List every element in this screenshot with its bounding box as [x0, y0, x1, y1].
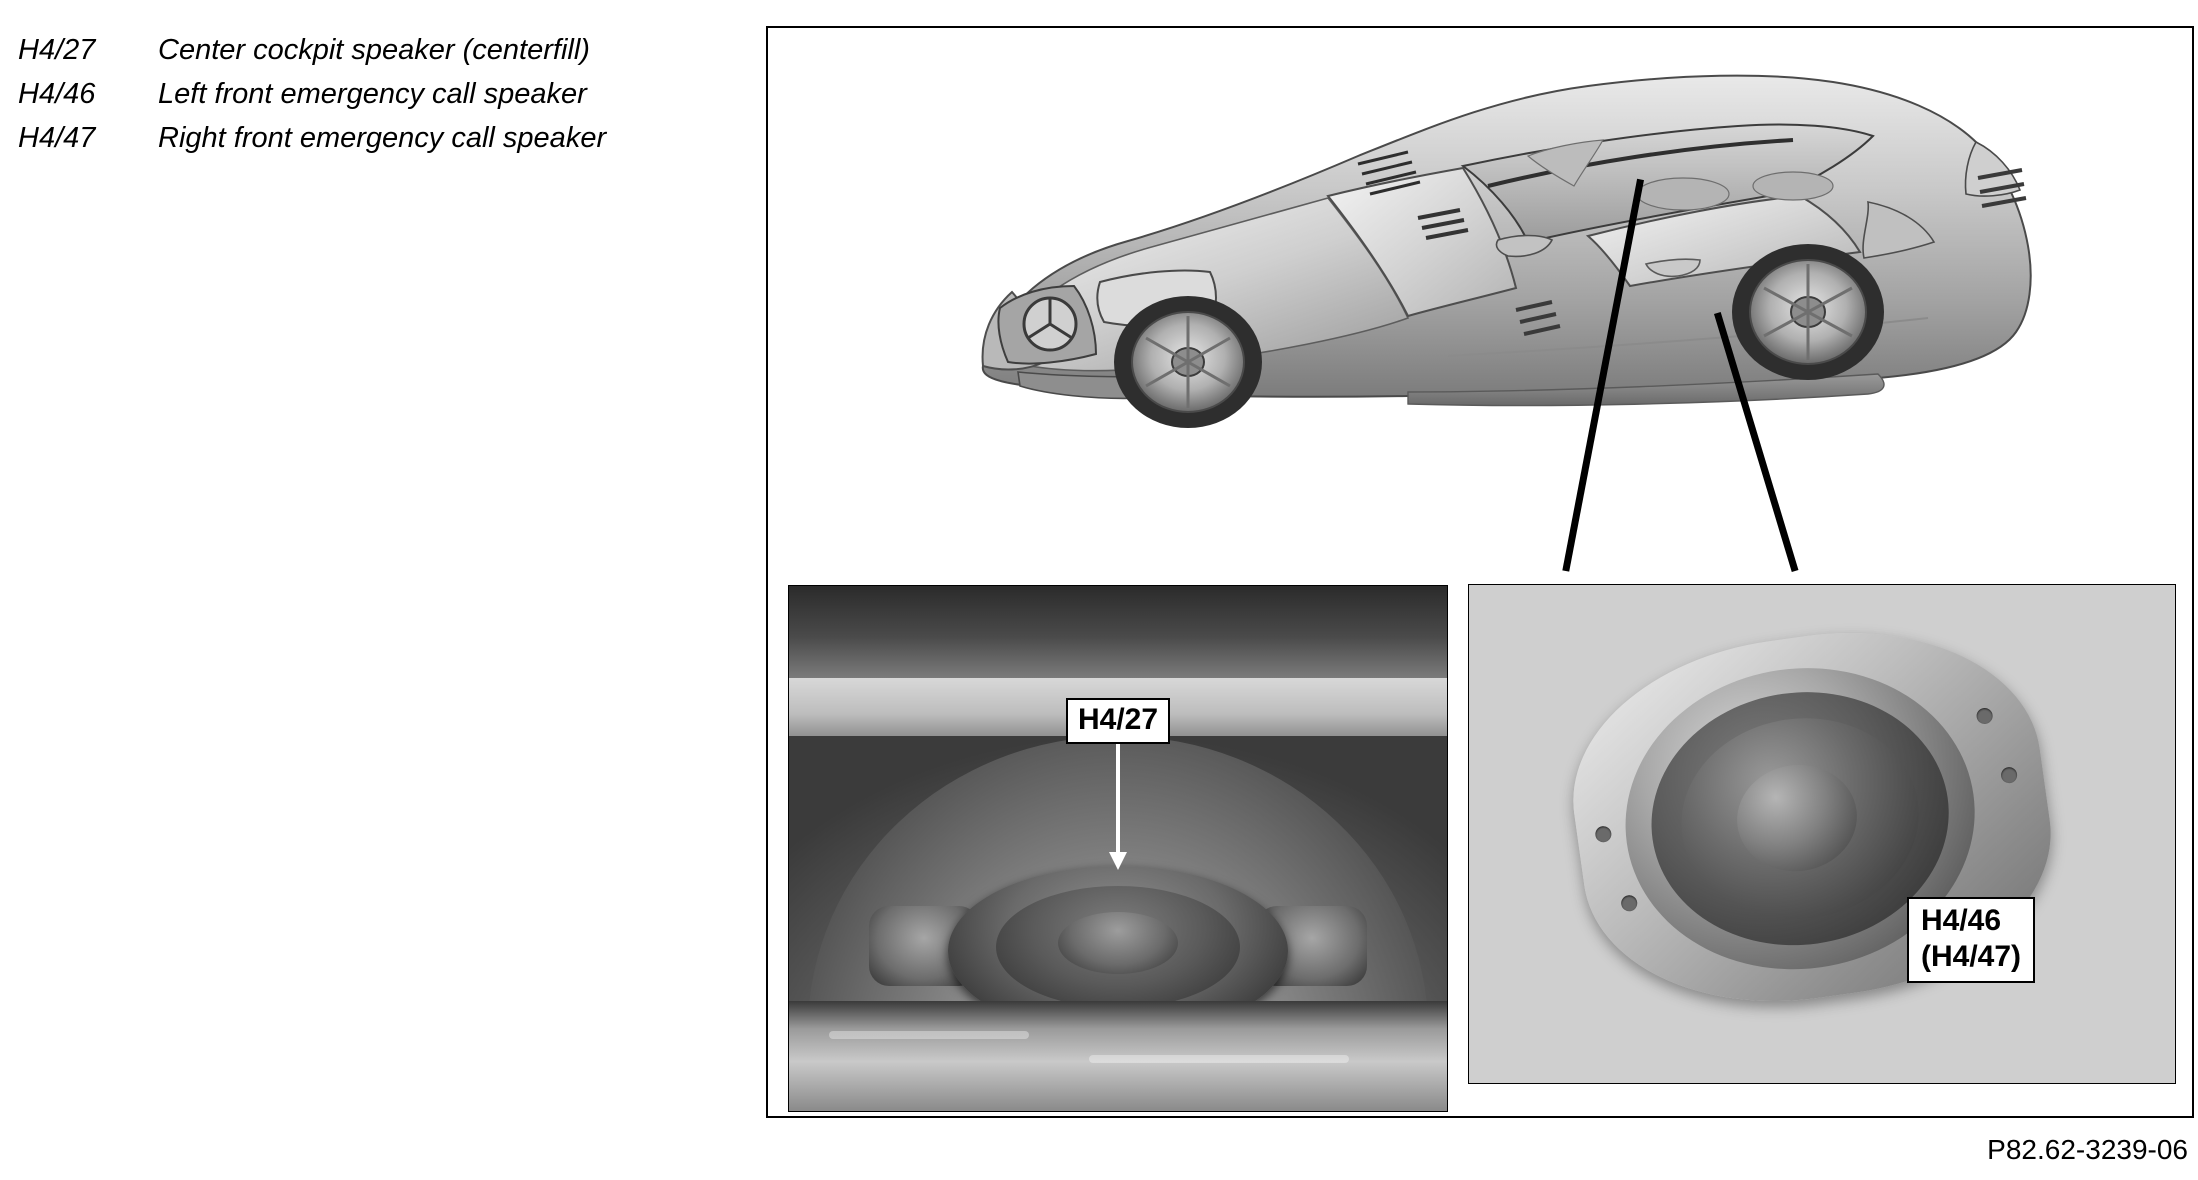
car-rear-wheel — [1732, 244, 1884, 380]
car-vector-graphic — [888, 36, 2078, 596]
legend-item-description: Left front emergency call speaker — [158, 78, 587, 110]
legend-item-description: Right front emergency call speaker — [158, 122, 607, 154]
callout-label-line-2: (H4/47) — [1921, 940, 2022, 973]
inset-photo-emergency-speaker — [1468, 584, 2176, 1084]
figure-border — [766, 26, 2194, 1118]
foreground-highlight — [1089, 1055, 1349, 1063]
callout-label-line-1: H4/46 — [1921, 904, 2002, 937]
inset-photo-centerfill — [788, 585, 1448, 1112]
photo-foreground — [789, 1001, 1447, 1111]
callout-label-centerfill: H4/27 — [1066, 698, 1170, 744]
car-front-wheel — [1114, 296, 1262, 428]
legend-list — [18, 28, 698, 160]
car-seat — [1637, 178, 1729, 210]
callout-arrow-centerfill — [1109, 852, 1127, 870]
legend-item — [18, 72, 698, 116]
legend-item-description: Center cockpit speaker (centerfill) — [158, 34, 590, 66]
legend-item — [18, 28, 698, 72]
legend-item — [18, 116, 698, 160]
figure-panel — [766, 26, 2198, 1126]
legend-item-code: H4/27 — [18, 34, 96, 66]
callout-leader-centerfill — [1116, 744, 1120, 862]
legend-item-code: H4/47 — [18, 122, 96, 154]
foreground-highlight — [829, 1031, 1029, 1039]
car-seat — [1753, 172, 1833, 200]
figure-number: P82.62-3239-06 — [1987, 1134, 2188, 1165]
centerfill-speaker-cone — [1058, 912, 1178, 974]
callout-label-emergency-speaker — [1907, 897, 2035, 983]
legend-item-code: H4/46 — [18, 78, 96, 110]
photo-background-upper — [789, 586, 1447, 678]
car-illustration — [888, 36, 2078, 596]
